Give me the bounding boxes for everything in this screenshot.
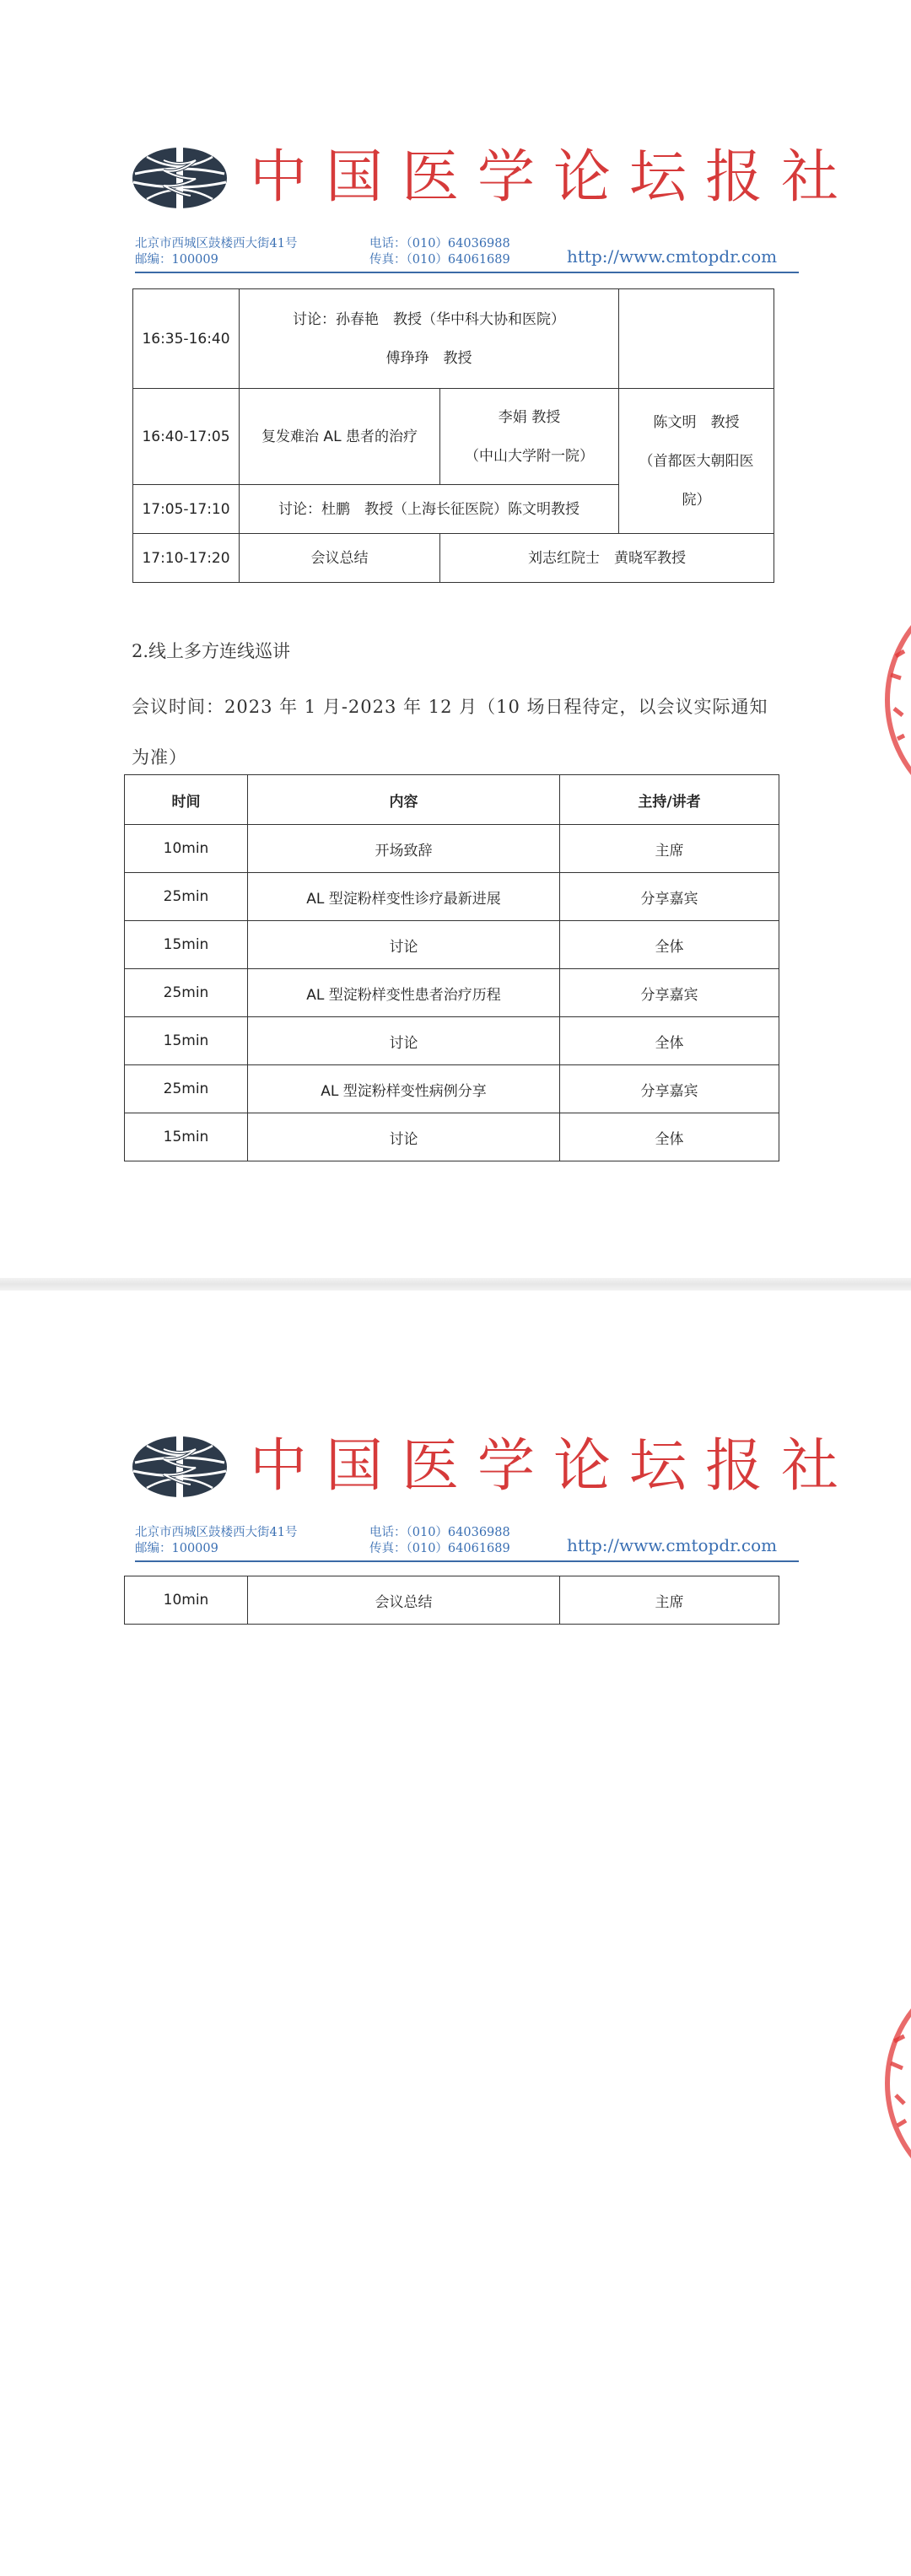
fax-number: 传真：（010）64061689 <box>369 1542 510 1555</box>
table-row <box>125 1113 779 1161</box>
fax-number: 传真：（010）64061689 <box>369 253 510 267</box>
content-cell: AL 型淀粉样变性患者治疗历程 <box>248 969 560 1017</box>
duration-cell: 25min <box>125 969 248 1017</box>
speaker-cell: 刘志红院士 黄晓军教授 <box>440 534 774 583</box>
red-seal-stamp-icon <box>879 1915 911 2269</box>
address-line: 北京市西城区鼓楼西大街41号 <box>135 1526 298 1539</box>
content-cell: 讨论 <box>248 921 560 969</box>
table-row <box>125 825 779 873</box>
agenda-table-continued <box>124 1576 779 1625</box>
letterhead <box>127 1433 858 1586</box>
table-row <box>125 921 779 969</box>
address-line: 北京市西城区鼓楼西大街41号 <box>135 237 298 251</box>
organization-name: 中国医学论坛报社 <box>250 144 858 211</box>
document-page-2 <box>0 1291 911 2576</box>
presenter-cell: 分享嘉宾 <box>560 1065 779 1113</box>
postal-code: 邮编：100009 <box>135 253 218 267</box>
presenter-cell: 全体 <box>560 921 779 969</box>
presenter-cell: 分享嘉宾 <box>560 969 779 1017</box>
organization-address <box>135 1525 297 1557</box>
duration-cell: 15min <box>125 1017 248 1065</box>
letterhead-divider <box>135 272 799 273</box>
postal-code: 邮编：100009 <box>135 1542 218 1555</box>
discussion-cell: 讨论：杜鹏 教授（上海长征医院）陈文明教授 <box>240 485 619 534</box>
section-title: 2.线上多方连线巡讲 <box>132 641 291 661</box>
caduceus-globe-logo-icon <box>130 1434 229 1500</box>
table-row <box>133 534 774 583</box>
duration-cell: 25min <box>125 1065 248 1113</box>
content-cell: 会议总结 <box>248 1576 560 1625</box>
topic-cell: 复发难治 AL 患者的治疗 <box>240 389 440 485</box>
phone-number: 电话：（010）64036988 <box>369 237 510 251</box>
letterhead <box>127 144 858 297</box>
phone-number: 电话：（010）64036988 <box>369 1526 510 1539</box>
red-seal-stamp-icon <box>879 506 911 860</box>
meeting-time: 会议时间：2023 年 1 月-2023 年 12 月（10 场日程待定，以会议实际通知为准） <box>132 697 768 768</box>
empty-cell <box>619 289 774 389</box>
caduceus-globe-logo-icon <box>130 145 229 211</box>
content-cell: 讨论 <box>248 1017 560 1065</box>
table-row <box>133 289 774 389</box>
presenter-cell: 全体 <box>560 1017 779 1065</box>
contact-numbers <box>369 236 510 268</box>
table-header-row <box>125 775 779 825</box>
table-row <box>125 1065 779 1113</box>
agenda-table <box>124 774 779 1161</box>
website-url: http://www.cmtopdr.com <box>567 246 778 267</box>
time-cell: 16:40-17:05 <box>133 389 240 485</box>
content-cell: AL 型淀粉样变性病例分享 <box>248 1065 560 1113</box>
duration-cell: 25min <box>125 873 248 921</box>
content-cell: 开场致辞 <box>248 825 560 873</box>
column-header: 内容 <box>248 775 560 825</box>
topic-cell: 会议总结 <box>240 534 440 583</box>
time-cell: 17:05-17:10 <box>133 485 240 534</box>
table-row <box>125 1576 779 1625</box>
table-row <box>125 969 779 1017</box>
duration-cell: 15min <box>125 1113 248 1161</box>
duration-cell: 15min <box>125 921 248 969</box>
time-cell: 16:35-16:40 <box>133 289 240 389</box>
discussion-cell: 讨论：孙春艳 教授（华中科大协和医院） 傅琤琤 教授 <box>240 289 619 389</box>
website-url: http://www.cmtopdr.com <box>567 1535 778 1555</box>
organization-name: 中国医学论坛报社 <box>250 1433 858 1500</box>
content-cell: 讨论 <box>248 1113 560 1161</box>
table-row <box>125 1017 779 1065</box>
time-cell: 17:10-17:20 <box>133 534 240 583</box>
document-page-1 <box>0 0 911 1278</box>
presenter-cell: 分享嘉宾 <box>560 873 779 921</box>
organization-address <box>135 236 297 268</box>
duration-cell: 10min <box>125 825 248 873</box>
presenter-cell: 主席 <box>560 1576 779 1625</box>
page-separator <box>0 1278 911 1291</box>
table-row <box>133 389 774 485</box>
duration-cell: 10min <box>125 1576 248 1625</box>
column-header: 主持/讲者 <box>560 775 779 825</box>
table-row <box>125 873 779 921</box>
presenter-cell: 主席 <box>560 825 779 873</box>
contact-numbers <box>369 1525 510 1557</box>
host-cell: 陈文明 教授 （首都医大朝阳医 院） <box>619 389 774 534</box>
content-cell: AL 型淀粉样变性诊疗最新进展 <box>248 873 560 921</box>
speaker-cell: 李娟 教授 （中山大学附一院） <box>440 389 619 485</box>
letterhead-divider <box>135 1560 799 1562</box>
column-header: 时间 <box>125 775 248 825</box>
presenter-cell: 全体 <box>560 1113 779 1161</box>
schedule-table <box>132 288 774 583</box>
